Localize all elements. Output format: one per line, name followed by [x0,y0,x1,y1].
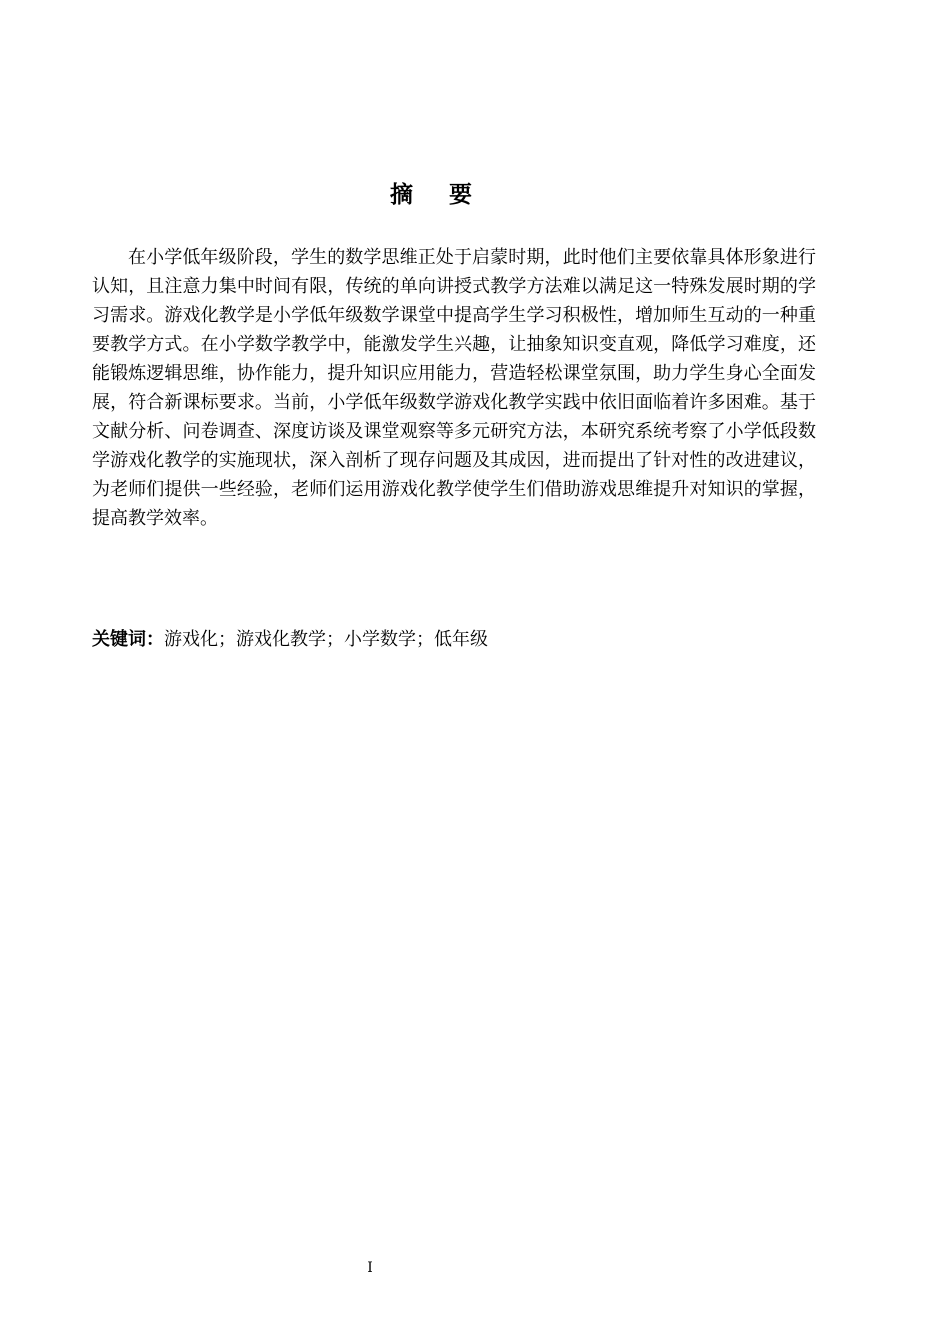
abstract-paragraph: 在小学低年级阶段，学生的数学思维正处于启蒙时期，此时他们主要依靠具体形象进行认知，且注意力集中时间有限，传统的单向讲授式教学方法难以满足这一特殊发展时期的学习需求。游戏化教学是小学低年级数学课堂中提高学生学习积极性，增加师生互动的一种重要教学方式。在小学数学教学中，能激发学生兴趣，让抽象知识变直观，降低学习难度，还能锻炼逻辑思维，协作能力，提升知识应用能力，营造轻松课堂氛围，助力学生身心全面发展，符合新课标要求。当前，小学低年级数学游戏化教学实践中依旧面临着许多困难。基于文献分析、问卷调查、深度访谈及课堂观察等多元研究方法，本研究系统考察了小学低段数学游戏化教学的实施现状，深入剖析了现存问题及其成因，进而提出了针对性的改进建议，为老师们提供一些经验，老师们运用游戏化教学使学生们借助游戏思维提升对知识的掌握，提高教学效率。 [92,247,816,529]
keywords-list: 游戏化；游戏化教学；小学数学；低年级 [164,629,488,650]
page-number: I [367,1260,373,1276]
keywords-label: 关键词： [92,629,164,650]
keywords-line [92,625,816,654]
page-title: 摘要 [390,182,508,208]
